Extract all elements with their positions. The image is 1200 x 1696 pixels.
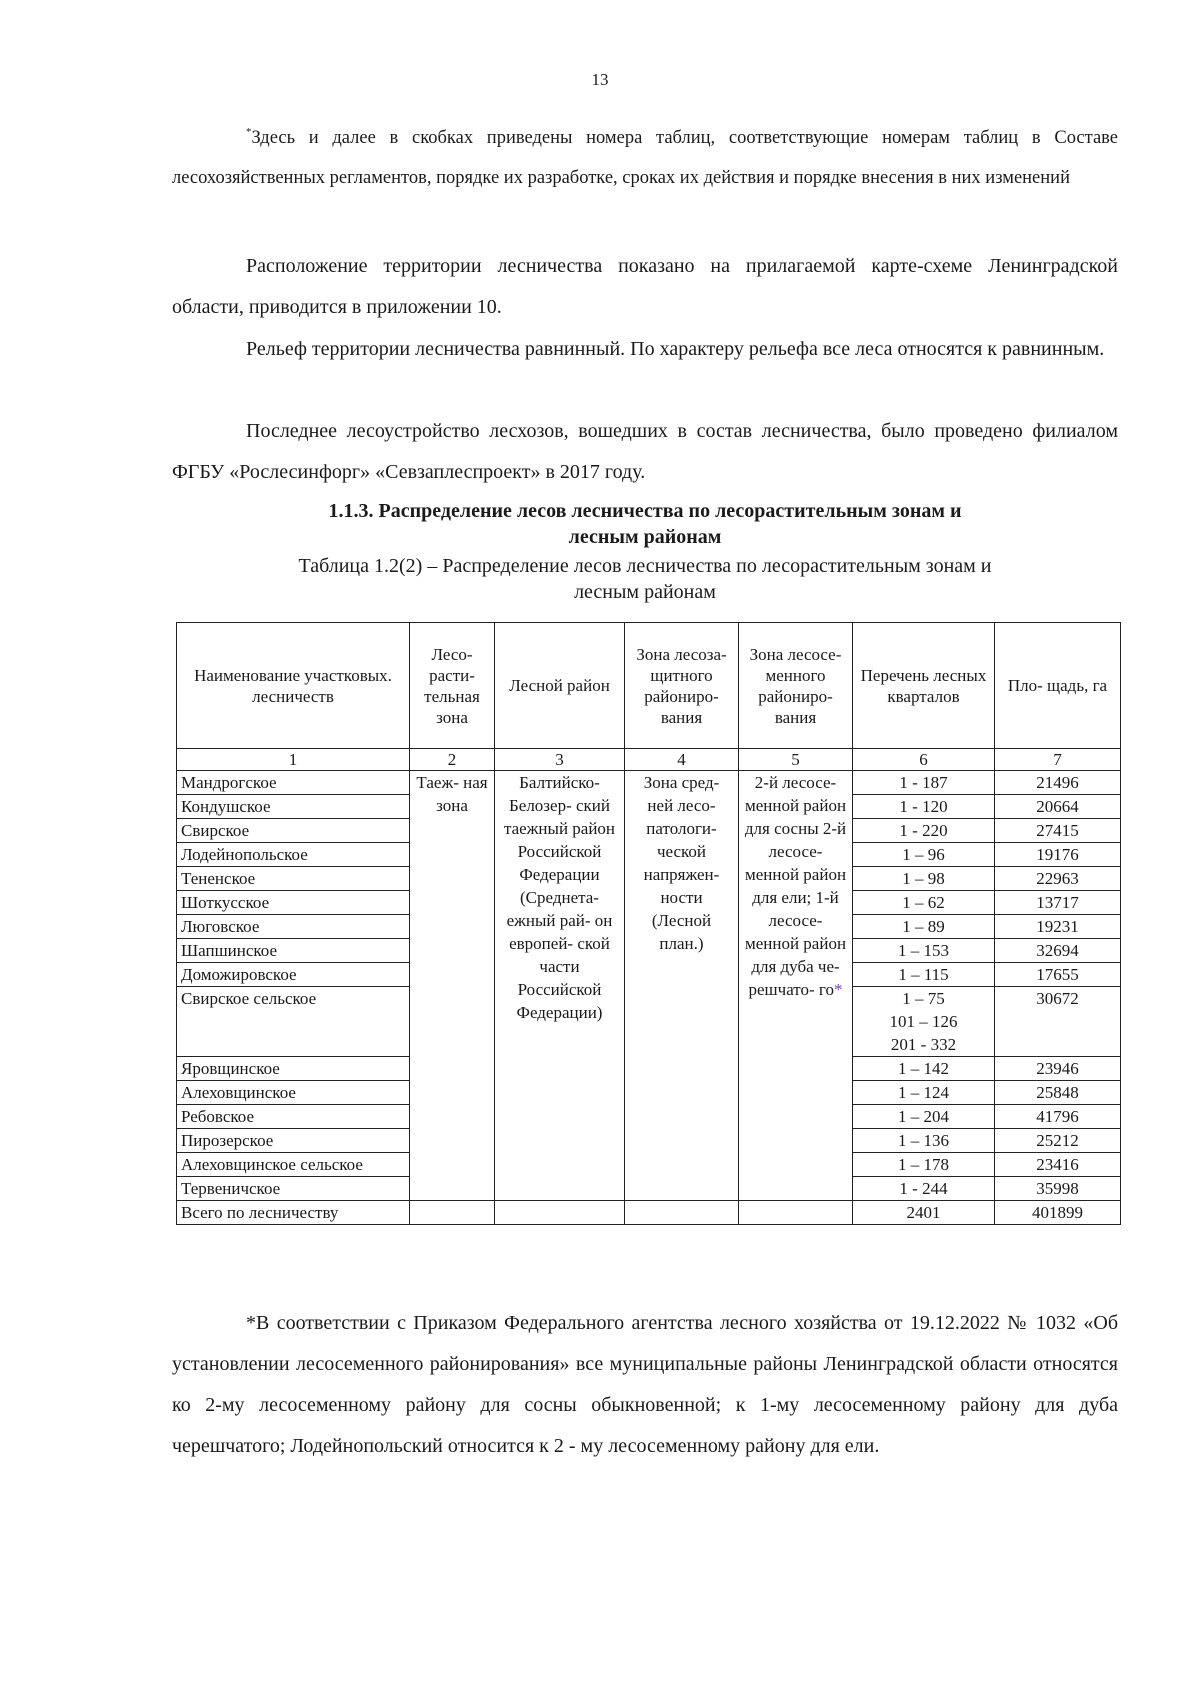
forest-region-cell: Балтийско- Белозер- ский таежный район Российской Федерации (Среднета- ежный рай- он европей- ской части Российской Федерации): [495, 771, 625, 1201]
paragraph-relief: Рельеф территории лесничества равнинный. По характеру рельефа все леса относятся к равнинным.: [246, 338, 1105, 360]
column-number: 4: [625, 749, 739, 771]
table-total-row: [177, 1201, 1121, 1225]
empty-cell: [625, 1201, 739, 1225]
forestry-name: Пирозерское: [177, 1129, 410, 1153]
forestry-name: Свирское сельское: [177, 987, 410, 1057]
forestry-name: Ребовское: [177, 1105, 410, 1129]
quarters: 1 – 62: [853, 891, 995, 915]
column-number: 7: [995, 749, 1121, 771]
footnote: [172, 112, 1118, 198]
forest-distribution-table: [176, 622, 1121, 1225]
area: 21496: [995, 771, 1121, 795]
area: 20664: [995, 795, 1121, 819]
forestry-name: Доможировское: [177, 963, 410, 987]
quarters: 1 – 153: [853, 939, 995, 963]
quarters: 1 – 75: [902, 989, 945, 1008]
quarters: 1 – 124: [853, 1081, 995, 1105]
paragraph-location: Расположение территории лесничества показано на прилагаемой карте-схеме Ленинградской области, приводится в приложении 10.: [172, 255, 1118, 318]
forestry-name: Яровщинское: [177, 1057, 410, 1081]
forestry-name: Люговское: [177, 915, 410, 939]
quarters: 101 – 126: [889, 1012, 958, 1031]
forestry-name: Свирское: [177, 819, 410, 843]
paragraph-forest-inventory: Последнее лесоустройство лесхозов, вошедших в состав лесничества, было проведено филиалом ФГБУ «Рослесинфорг» «Севзаплеспроект» в 2017 году.: [172, 420, 1118, 483]
seed-zone-cell: [739, 771, 853, 1201]
area: 27415: [995, 819, 1121, 843]
footnote-marker: *: [246, 126, 252, 138]
forestry-name: Шапшинское: [177, 939, 410, 963]
forestry-name: Мандрогское: [177, 771, 410, 795]
quarters: 1 – 204: [853, 1105, 995, 1129]
area: 25848: [995, 1081, 1121, 1105]
empty-cell: [410, 1201, 495, 1225]
vegetation-zone-cell: Таеж- ная зона: [410, 771, 495, 1201]
header-area: Пло- щадь, га: [995, 623, 1121, 749]
forestry-name: Тервеничское: [177, 1177, 410, 1201]
quarters: 201 - 332: [890, 1035, 957, 1054]
footnote-text: Здесь и далее в скобках приведены номера таблиц, соответствующие номерам таблиц в Составе лесохозяйственных регламентов, порядке их разработке, сроках их действия и порядке внесения в них изменений: [172, 128, 1118, 188]
column-number: 2: [410, 749, 495, 771]
quarters: 1 – 142: [853, 1057, 995, 1081]
quarters-multi: [853, 987, 995, 1057]
forestry-name: Кондушское: [177, 795, 410, 819]
header-forestry-name: Наименование участковых. лесничеств: [177, 623, 410, 749]
protection-zone-cell: Зона сред- ней лесо- патологи- ческой напряжен- ности (Лесной план.): [625, 771, 739, 1201]
table-caption-line2: лесным районам: [574, 581, 716, 603]
header-protection-zone: Зона лесоза- щитного райониро- вания: [625, 623, 739, 749]
area: 23946: [995, 1057, 1121, 1081]
section-title-line2: лесным районам: [568, 526, 722, 548]
area: 25212: [995, 1129, 1121, 1153]
area: 17655: [995, 963, 1121, 987]
forestry-name: Алеховщинское: [177, 1081, 410, 1105]
seed-zone-text: 2-й лесосе- менной район для сосны 2-й лесосе- менной район для ели; 1-й лесосе- менной район для дуба че- решчато- го: [744, 773, 847, 999]
area: 35998: [995, 1177, 1121, 1201]
quarters: 1 – 136: [853, 1129, 995, 1153]
header-vegetation-zone: Лесо- расти- тельная зона: [410, 623, 495, 749]
table-caption-line1: Таблица 1.2(2) – Распределение лесов лесничества по лесорастительным зонам и: [298, 555, 992, 577]
quarters: 1 – 89: [853, 915, 995, 939]
total-area: 401899: [995, 1201, 1121, 1225]
area: 19176: [995, 843, 1121, 867]
total-label: Всего по лесничеству: [177, 1201, 410, 1225]
area: 30672: [995, 987, 1121, 1057]
column-number: 6: [853, 749, 995, 771]
forestry-name: Алеховщинское сельское: [177, 1153, 410, 1177]
area: 32694: [995, 939, 1121, 963]
header-seed-zone: Зона лесосе- менного райониро- вания: [739, 623, 853, 749]
column-number: 3: [495, 749, 625, 771]
area: 13717: [995, 891, 1121, 915]
page-number: 13: [591, 70, 609, 89]
forestry-name: Лодейнопольское: [177, 843, 410, 867]
total-quarters: 2401: [853, 1201, 995, 1225]
column-number: 1: [177, 749, 410, 771]
quarters: 1 – 96: [853, 843, 995, 867]
area: 19231: [995, 915, 1121, 939]
header-forest-region: Лесной район: [495, 623, 625, 749]
quarters: 1 - 244: [853, 1177, 995, 1201]
quarters: 1 – 98: [853, 867, 995, 891]
quarters: 1 - 187: [853, 771, 995, 795]
quarters: 1 - 220: [853, 819, 995, 843]
empty-cell: [739, 1201, 853, 1225]
table-caption: [172, 553, 1118, 605]
area: 41796: [995, 1105, 1121, 1129]
section-title: [172, 498, 1118, 550]
seed-zone-footnote-marker: *: [833, 980, 843, 999]
area: 23416: [995, 1153, 1121, 1177]
column-number: 5: [739, 749, 853, 771]
empty-cell: [495, 1201, 625, 1225]
area: 22963: [995, 867, 1121, 891]
table-row: [177, 771, 1121, 795]
forestry-name: Шоткусское: [177, 891, 410, 915]
quarters: 1 – 178: [853, 1153, 995, 1177]
quarters: 1 – 115: [853, 963, 995, 987]
seed-zoning-note: *В соответствии с Приказом Федерального агентства лесного хозяйства от 19.12.2022 № 1032 «Об установлении лесосеменного районирования» все муниципальные районы Ленинградской области относятся ко 2-му лесосеменному району для сосны обыкновенной; к 1-му лесосеменному району для дуба черешчатого; Лодейнопольский относится к 2 - му лесосеменному району для ели.: [172, 1312, 1118, 1457]
header-quarters: Перечень лесных кварталов: [853, 623, 995, 749]
forestry-name: Тененское: [177, 867, 410, 891]
section-title-line1: 1.1.3. Распределение лесов лесничества по лесорастительным зонам и: [328, 500, 962, 522]
quarters: 1 - 120: [853, 795, 995, 819]
